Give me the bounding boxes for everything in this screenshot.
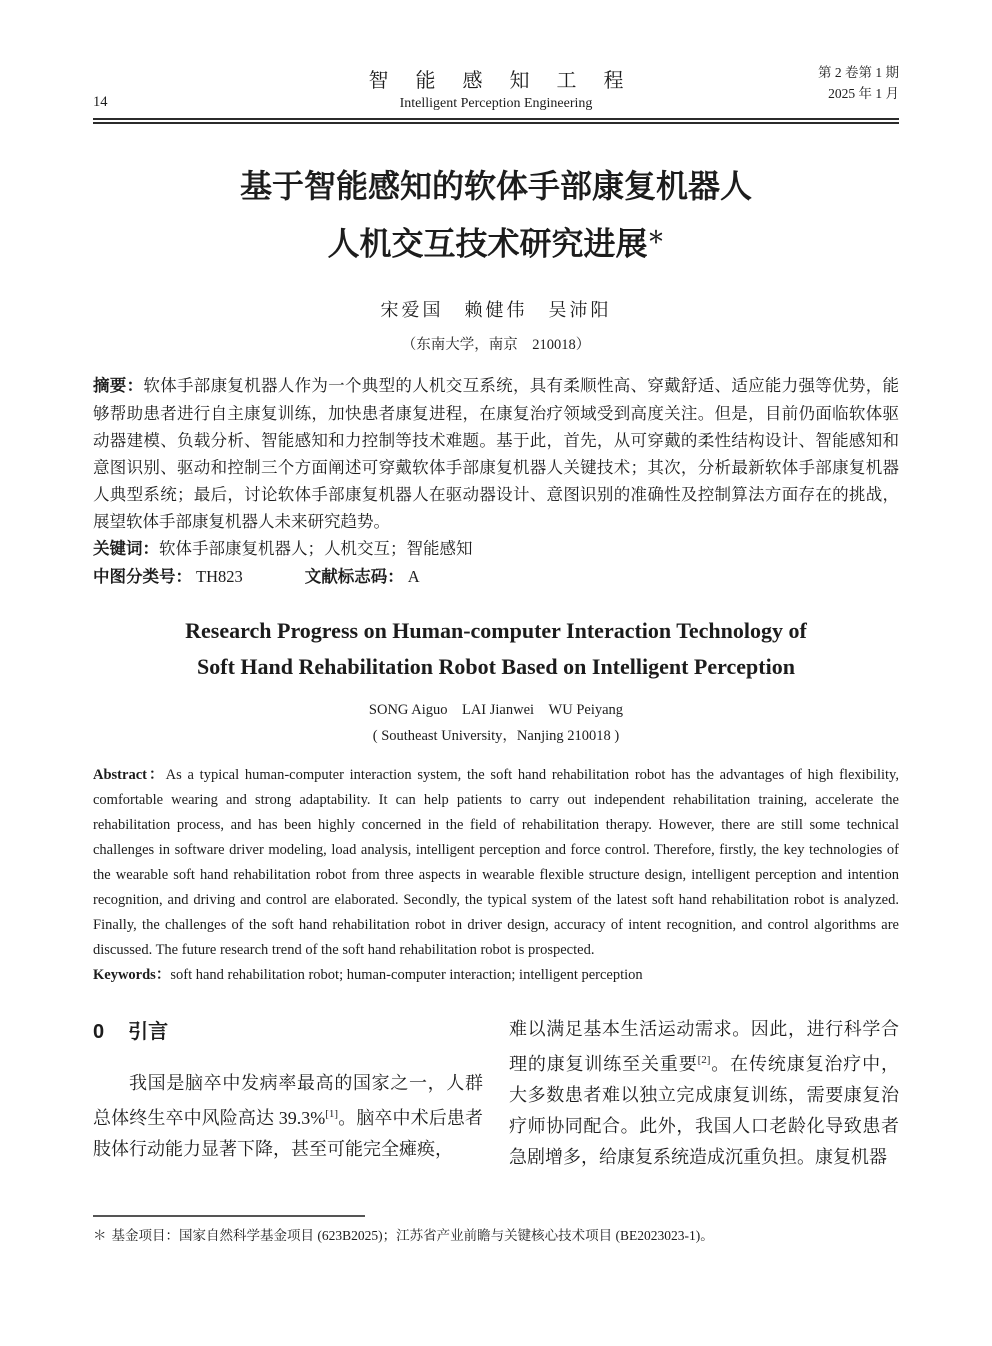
volume-issue: 第 2 卷第 1 期 xyxy=(818,65,899,80)
abstract-cn-block xyxy=(93,372,899,591)
article-title-cn-line2 xyxy=(93,212,899,270)
footnote-text-line xyxy=(93,1226,899,1246)
footnote-block xyxy=(93,1215,899,1346)
doc-code-label: 文献标志码： xyxy=(304,567,404,586)
clc-line xyxy=(93,563,899,591)
body-column-left xyxy=(93,1014,483,1173)
body-right-text-2: 。在传统康复治疗中，大多数患者难以独立完成康复训练，需要康复治疗师协同配合。此外，我国人口老龄化导致患者急剧增多，给康复系统造成沉重负担。康复机器 xyxy=(509,1053,900,1167)
body-two-columns xyxy=(93,1014,899,1173)
body-paragraph-right xyxy=(509,1014,899,1173)
citation-ref-1: [1] xyxy=(325,1107,339,1120)
affiliation-cn: （东南大学，南京 210018） xyxy=(401,336,591,353)
keywords-cn-text: 软体手部康复机器人；人机交互；智能感知 xyxy=(159,538,473,558)
journal-title-en: Intelligent Perception Engineering xyxy=(399,96,593,111)
abstract-cn-text: 软体手部康复机器人作为一个典型的人机交互系统，具有柔顺性高、穿戴舒适、适应能力强等优势，能够帮助患者进行自主康复训练，加快患者康复进程，在康复治疗领域受到高度关注。但是，目前仍面临软体驱动器建模、负载分析、智能感知和力控制等技术难题。基于此，首先，从可穿戴的柔性结构设计、智能感知和意图识别、驱动和控制三个方面阐述可穿戴软体手部康复机器人关键技术；其次，分析最新软体手部康复机器人典型系统；最后，讨论软体手部康复机器人在驱动器设计、意图识别的准确性及控制算法方面存在的挑战，展望软体手部康复机器人未来研究趋势。 xyxy=(93,375,900,531)
keywords-en-label: Keywords： xyxy=(93,966,171,983)
keywords-en-text: soft hand rehabilitation robot; human-computer interaction; intelligent perception xyxy=(170,966,643,983)
article-title-en xyxy=(93,613,899,685)
article-title-en-line1: Research Progress on Human-computer Interaction Technology of xyxy=(185,617,807,643)
journal-title-cn: 智 能 感 知 工 程 xyxy=(368,70,635,92)
title-footnote-marker: ＊ xyxy=(647,228,665,247)
footnote-marker: ＊ xyxy=(93,1228,107,1243)
issue-date: 2025 年 1 月 xyxy=(828,86,899,101)
body-column-right xyxy=(509,1014,899,1173)
keywords-cn-line xyxy=(93,535,899,563)
abstract-cn-label: 摘要： xyxy=(93,376,144,395)
page-number: 14 xyxy=(93,94,108,110)
article-title-cn-line1: 基于智能感知的软体手部康复机器人 xyxy=(239,168,752,204)
doc-code-value: A xyxy=(407,566,420,586)
citation-ref-2: [2] xyxy=(697,1053,711,1066)
keywords-cn-label: 关键词： xyxy=(93,539,159,558)
abstract-cn-paragraph xyxy=(93,372,899,535)
footnote-text: 基金项目：国家自然科学基金项目 (623B2025)；江苏省产业前瞻与关键核心技术项目 (BE2023023-1)。 xyxy=(111,1228,714,1243)
article-title-cn-line2-text: 人机交互技术研究进展 xyxy=(327,225,648,262)
body-right-text-1: 难以满足基本生活运动需求。因此，进行科学合理的康复训练至关重要 xyxy=(509,1018,899,1074)
clc-value: TH823 xyxy=(196,566,243,586)
affiliation-en: ( Southeast University，Nanjing 210018 ) xyxy=(372,727,620,744)
authors-en: SONG Aiguo LAI Jianwei WU Peiyang xyxy=(368,701,624,718)
body-left-text-1: 我国是脑卒中发病率最高的国家之一，人群总体终生卒中风险高达 39.3% xyxy=(93,1072,483,1128)
issue-info-block xyxy=(818,62,899,104)
abstract-en-paragraph xyxy=(93,763,899,963)
authors-cn: 宋爱国 赖健伟 吴沛阳 xyxy=(380,299,612,320)
page-header xyxy=(93,64,899,112)
section-heading-introduction xyxy=(93,1018,483,1046)
body-paragraph-left xyxy=(93,1068,483,1165)
article-title-cn xyxy=(93,160,899,270)
body-left-text-2: 。脑卒中术后患者肢体行动能力显著下降，甚至可能完全瘫痪， xyxy=(93,1107,484,1159)
section-number: 0 xyxy=(93,1020,105,1043)
article-title-en-line2: Soft Hand Rehabilitation Robot Based on Intelligent Perception xyxy=(197,653,795,679)
section-title: 引言 xyxy=(128,1020,169,1043)
abstract-en-text: As a typical human-computer interaction system, the soft hand rehabilitation robot has the advantages of high flexibility, comfortable wearing and strong adaptability. It can help patients to carry out independent rehabilitation training, accelerate the rehabilitation process, and has been highly concerned in the field of rehabilitation therapy. However, there are still some technical challenges in software driver modeling, load analysis, intelligent perception and force control. Therefore, firstly, the key technologies of the wearable soft hand rehabilitation robot from three aspects in wearable flexible structure design, intelligent perception and intention recognition, and driving and control are elaborated. Secondly, the typical system of the latest soft hand rehabilitation robot is analyzed. Finally, the challenges of the soft hand rehabilitation robot in driver design, accuracy of intent recognition, and control algorithms are discussed. The future research trend of the soft hand rehabilitation robot is prospected. xyxy=(93,766,899,958)
header-double-rule xyxy=(93,118,899,124)
footnote-separator-rule xyxy=(93,1215,365,1217)
clc-label: 中图分类号： xyxy=(93,567,192,586)
abstract-en-block xyxy=(93,763,899,988)
keywords-en-line xyxy=(93,963,899,988)
journal-title-block xyxy=(93,64,899,112)
abstract-en-label: Abstract： xyxy=(93,766,166,783)
